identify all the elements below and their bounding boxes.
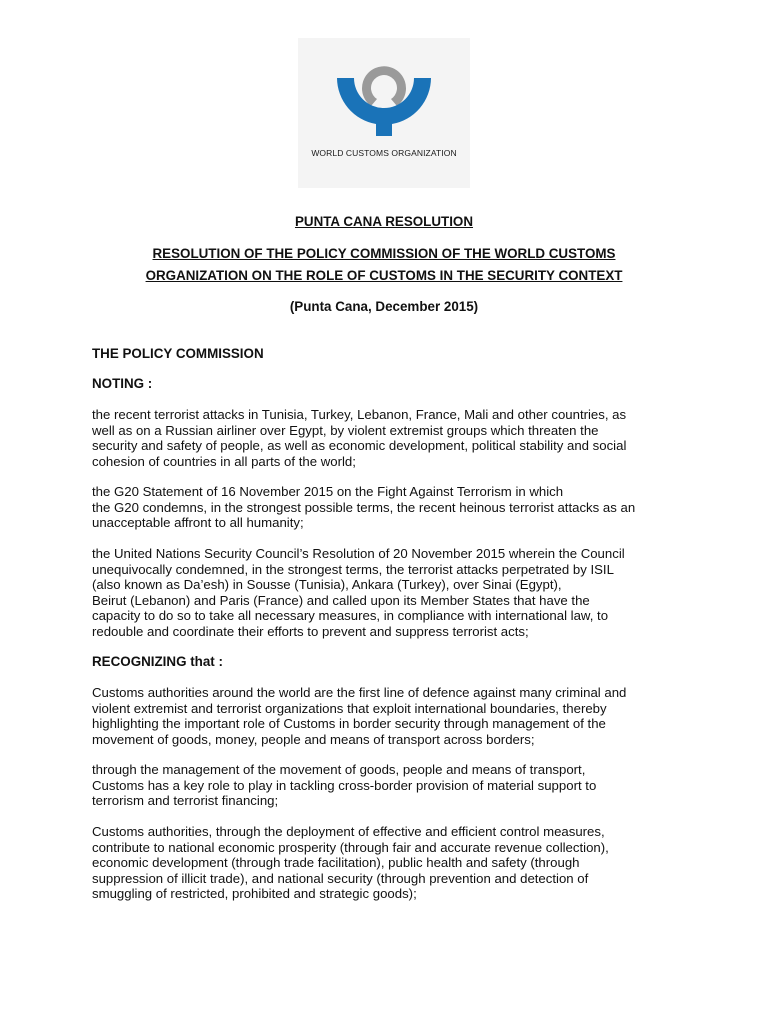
commission-heading: THE POLICY COMMISSION bbox=[92, 346, 264, 361]
recognizing-heading: RECOGNIZING that : bbox=[92, 654, 223, 669]
subtitle-line-1: RESOLUTION OF THE POLICY COMMISSION OF THE WORLD CUSTOMS bbox=[152, 246, 616, 261]
recognizing-paragraph-1 bbox=[92, 685, 692, 747]
text-line: Customs authorities, through the deployment of effective and efficient control measures, bbox=[92, 824, 605, 839]
place-date: (Punta Cana, December 2015) bbox=[289, 299, 479, 314]
text-line: redouble and coordinate their efforts to prevent and suppress terrorist acts; bbox=[92, 623, 529, 639]
text-line: the G20 Statement of 16 November 2015 on the Fight Against Terrorism in which bbox=[92, 484, 564, 499]
text-line: Customs has a key role to play in tackling cross-border provision of material support to bbox=[92, 777, 597, 793]
text-line: capacity to do so to take all necessary measures, in compliance with international law, to bbox=[92, 608, 609, 624]
text-line: unacceptable affront to all humanity; bbox=[92, 515, 304, 531]
text-line: Beirut (Lebanon) and Paris (France) and called upon its Member States that have the bbox=[92, 592, 590, 608]
text-line: violent extremist and terrorist organizations that exploit international boundaries, thereby bbox=[92, 700, 607, 716]
logo-caption: WORLD CUSTOMS ORGANIZATION bbox=[311, 148, 457, 158]
text-line: contribute to national economic prosperity (through fair and accurate revenue collection), bbox=[92, 839, 609, 855]
text-line: (also known as Da’esh) in Sousse (Tunisia), Ankara (Turkey), over Sinai (Egypt), bbox=[92, 577, 562, 593]
text-line: movement of goods, money, people and means of transport across borders; bbox=[92, 731, 535, 747]
text-line: well as on a Russian airliner over Egypt, by violent extremist groups which threaten the bbox=[92, 422, 599, 438]
text-line: through the management of the movement of goods, people and means of transport, bbox=[92, 762, 586, 777]
text-line: cohesion of countries in all parts of the world; bbox=[92, 453, 356, 469]
wco-logo bbox=[298, 38, 470, 188]
text-line: highlighting the important role of Customs in border security through management of the bbox=[92, 716, 606, 732]
text-line: the recent terrorist attacks in Tunisia, Turkey, Lebanon, France, Mali and other countries, as bbox=[92, 407, 627, 422]
text-line: unequivocally condemned, in the strongest terms, the terrorist attacks perpetrated by ISIL bbox=[92, 561, 614, 577]
text-line: suppression of illicit trade), and national security (through prevention and detection of bbox=[92, 870, 589, 886]
recognizing-paragraph-2 bbox=[92, 762, 692, 809]
text-line: terrorism and terrorist financing; bbox=[92, 793, 279, 809]
text-line: Customs authorities around the world are the first line of defence against many criminal and bbox=[92, 685, 627, 700]
text-line: security and safety of people, as well as economic development, political stability and social bbox=[92, 438, 627, 454]
noting-paragraph-1 bbox=[92, 407, 692, 469]
text-line: economic development (through trade facilitation), public health and safety (through bbox=[92, 855, 580, 871]
wco-emblem-icon bbox=[334, 56, 434, 144]
subtitle-line-2: ORGANIZATION ON THE ROLE OF CUSTOMS IN THE SECURITY CONTEXT bbox=[145, 268, 623, 283]
document-title: PUNTA CANA RESOLUTION bbox=[294, 214, 474, 229]
text-line: smuggling of restricted, prohibited and strategic goods); bbox=[92, 886, 417, 902]
noting-heading: NOTING : bbox=[92, 376, 153, 391]
text-line: the United Nations Security Council’s Resolution of 20 November 2015 wherein the Council bbox=[92, 546, 625, 561]
text-line: the G20 condemns, in the strongest possible terms, the recent heinous terrorist attacks as an bbox=[92, 499, 636, 515]
recognizing-paragraph-3 bbox=[92, 824, 692, 902]
noting-paragraph-2 bbox=[92, 484, 692, 531]
noting-paragraph-3 bbox=[92, 546, 692, 640]
